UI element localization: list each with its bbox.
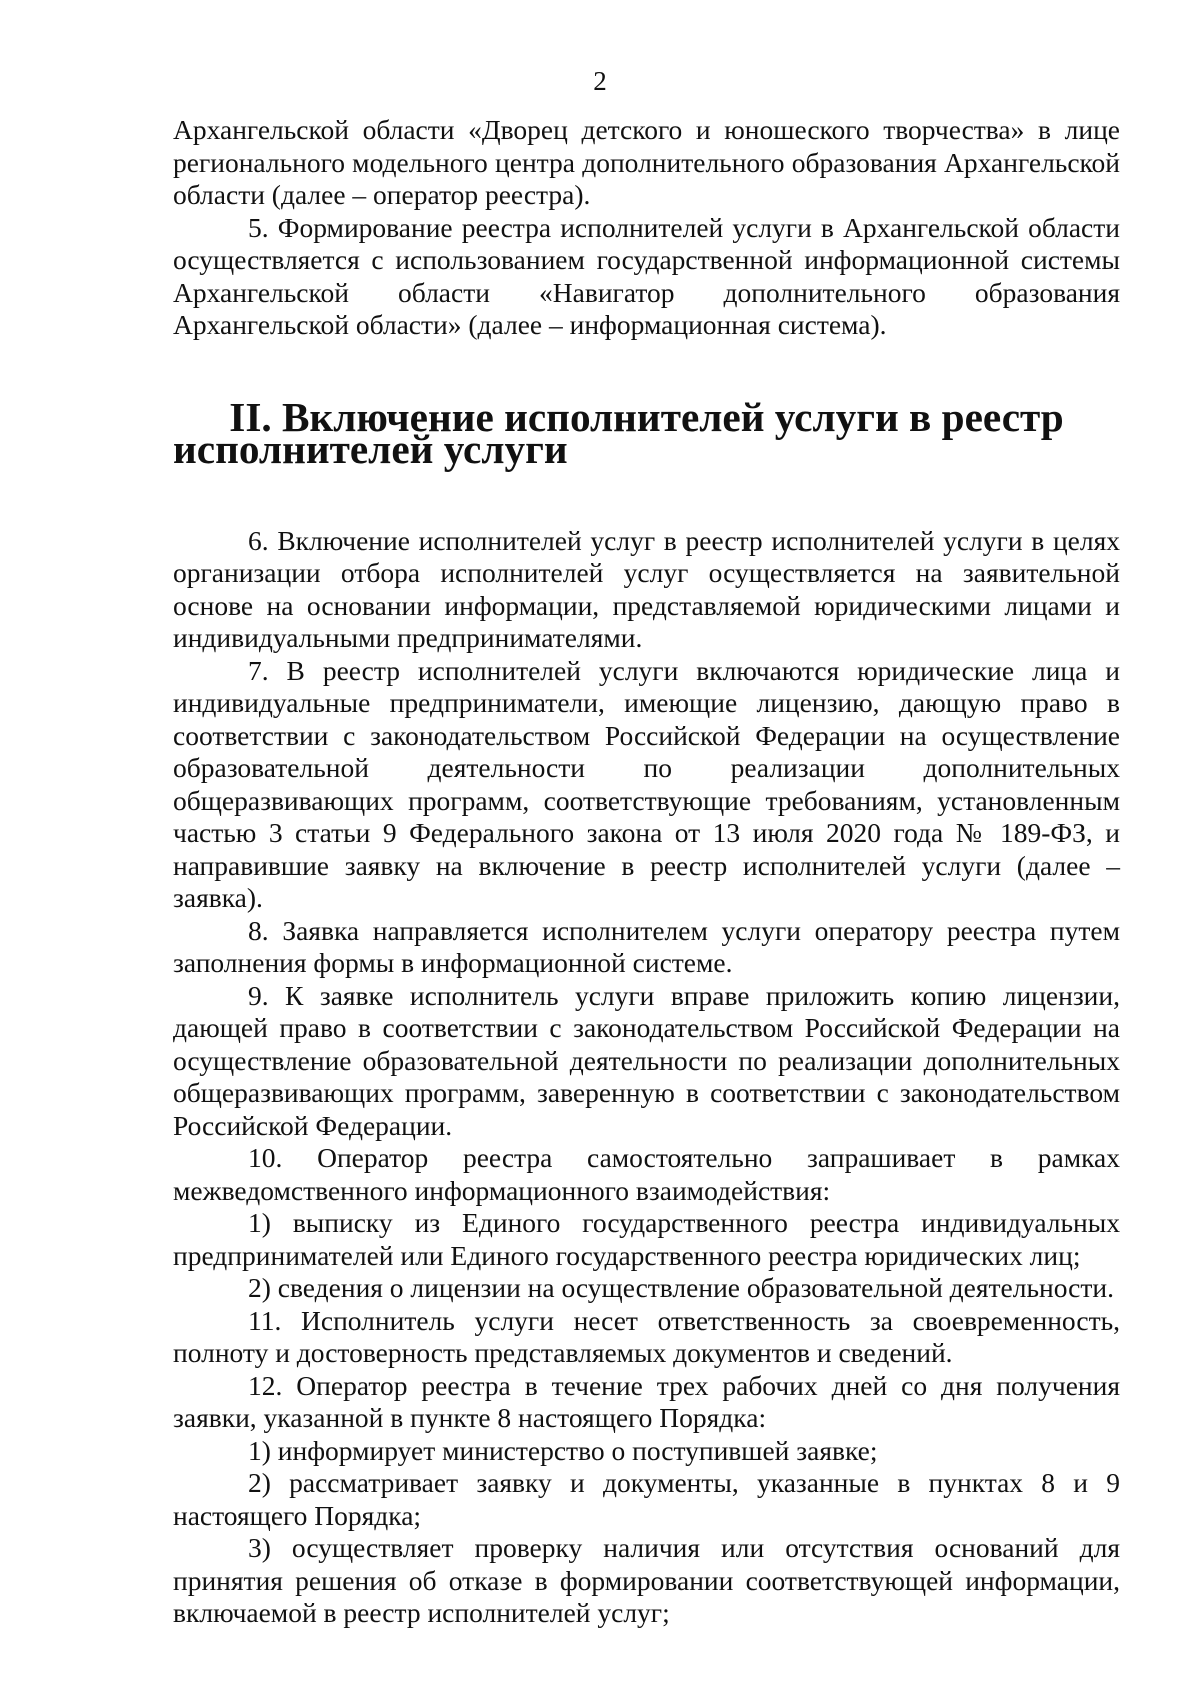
paragraph: 2) сведения о лицензии на осуществление образовательной деятельности. (248, 1272, 1114, 1303)
document-body (173, 114, 1120, 1630)
paragraph: 5. Формирование реестра исполнителей услуги в Архангельской области осуществляется с использованием государственной информационной системы Архангельской области «Навигатор дополнительного образования Архангельской области» (далее – информационная система). (173, 211, 1120, 340)
paragraph: 2) рассматривает заявку и документы, указанные в пунктах 8 и 9 настоящего Порядка; (173, 1467, 1120, 1531)
paragraph: 7. В реестр исполнителей услуги включаются юридические лица и индивидуальные предприниматели, имеющие лицензию, дающую право в соответствии с законодательством Российской Федерации на осуществление образовательной деятельности по реализации дополнительных общеразвивающих программ, соответствующие требованиям, установленным частью 3 статьи 9 Федерального закона от 13 июля 2020 года № 189-ФЗ, и направившие заявку на включение в реестр исполнителей услуги (далее – заявка). (173, 654, 1120, 913)
paragraph: 6. Включение исполнителей услуг в реестр исполнителей услуги в целях организации отбора исполнителей услуг осуществляется на заявительной основе на основании информации, представляемой юридическими лицами и индивидуальными предпринимателями. (173, 524, 1120, 653)
paragraph: 11. Исполнитель услуги несет ответственность за своевременность, полноту и достоверность представляемых документов и сведений. (173, 1304, 1120, 1368)
paragraph: 8. Заявка направляется исполнителем услуги оператору реестра путем заполнения формы в информационной системе. (173, 914, 1120, 978)
section-body (173, 525, 1120, 1630)
section-heading: II. Включение исполнителей услуги в реестр исполнителей услуги (173, 393, 1064, 472)
paragraph: 9. К заявке исполнитель услуги вправе приложить копию лицензии, дающей право в соответствии с законодательством Российской Федерации на осуществление образовательной деятельности по реализации дополнительных общеразвивающих программ, заверенную в соответствии с законодательством Российской Федерации. (173, 979, 1120, 1141)
section-intro (173, 114, 1120, 342)
paragraph: 1) выписку из Единого государственного реестра индивидуальных предпринимателей или Единого государственного реестра юридических лиц; (173, 1207, 1120, 1271)
page-number: 2 (593, 66, 607, 96)
paragraph: 10. Оператор реестра самостоятельно запрашивает в рамках межведомственного информационного взаимодействия: (173, 1142, 1120, 1206)
paragraph: 12. Оператор реестра в течение трех рабочих дней со дня получения заявки, указанной в пункте 8 настоящего Порядка: (173, 1369, 1120, 1433)
paragraph: 3) осуществляет проверку наличия или отсутствия оснований для принятия решения об отказе в формировании соответствующей информации, включаемой в реестр исполнителей услуг; (173, 1532, 1120, 1628)
paragraph: Архангельской области «Дворец детского и юношеского творчества» в лице регионального модельного центра дополнительного образования Архангельской области (далее – оператор реестра). (173, 114, 1120, 210)
paragraph: 1) информирует министерство о поступившей заявке; (248, 1434, 878, 1466)
